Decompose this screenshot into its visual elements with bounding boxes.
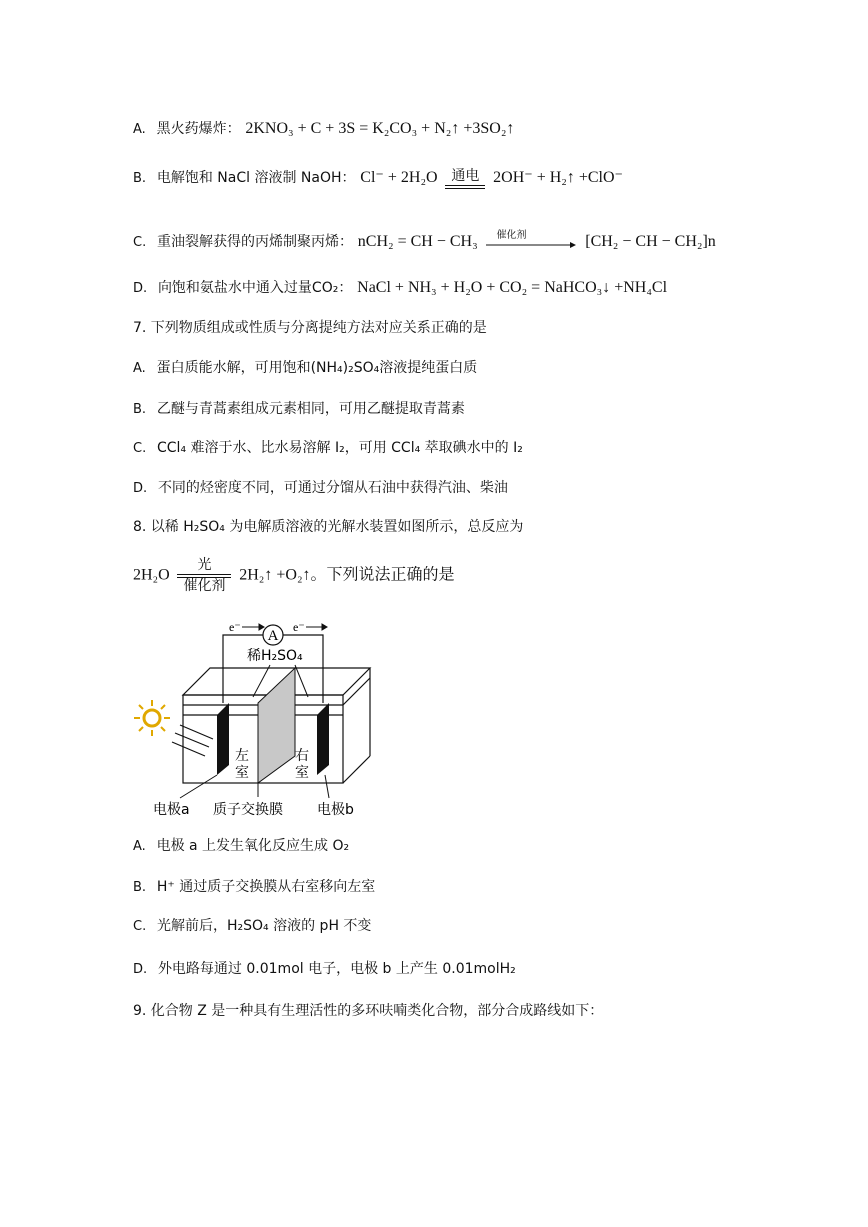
proton-exchange-membrane (258, 668, 295, 783)
q7-option-a (133, 356, 477, 380)
option-text: 电极 a 上发生氧化反应生成 O₂ (156, 838, 350, 854)
equation-lhs: 2H₂O (133, 566, 170, 584)
option-text: 乙醚与青蒿素组成元素相同，可用乙醚提取青蒿素 (156, 401, 465, 417)
q8-option-a (133, 834, 349, 858)
option-text: 重油裂解获得的丙烯制聚丙烯： (157, 234, 353, 250)
option-label: D. (133, 962, 148, 977)
option-text: 不同的烃密度不同，可通过分馏从石油中获得汽油、柴油 (157, 480, 508, 496)
equation: NaCl + NH₃ + H₂O + CO₂ = NaHCO₃↓ +NH₄Cl (357, 279, 668, 296)
q8-option-b (133, 875, 375, 899)
option-label: B. (133, 880, 147, 895)
electron-left-label: e⁻ (229, 620, 241, 634)
option-text: H⁺ 通过质子交换膜从右室移向左室 (156, 879, 376, 895)
option-label: A. (133, 122, 146, 137)
arrow-icon (486, 241, 576, 249)
electrode-a-label: 电极a (153, 802, 190, 818)
equals-line-top (177, 574, 231, 575)
option-text: 光解前后，H₂SO₄ 溶液的 pH 不变 (157, 918, 372, 934)
condition-bottom: 催化剂 (183, 578, 226, 594)
equation-rhs: 2OH⁻ + H₂↑ +ClO⁻ (493, 169, 623, 186)
option-label: A. (133, 361, 146, 376)
option-label: B. (133, 171, 147, 186)
condition-text: 催化剂 (496, 230, 527, 241)
q8-option-c (133, 914, 371, 938)
equals-line-bottom (445, 188, 485, 189)
electron-arrow-right (306, 624, 327, 630)
option-label: D. (133, 481, 148, 496)
equals-line-top (445, 185, 485, 186)
left-room-label-1: 左 (235, 748, 249, 764)
option-b-reaction (133, 166, 623, 190)
reaction-condition (445, 168, 485, 189)
left-room-label-2: 室 (235, 765, 249, 781)
equation-rhs: [CH₂ − CH − CH₂]n (585, 233, 716, 250)
option-a-reaction (133, 117, 514, 141)
equation-rhs: 2H₂↑ +O₂↑。下列说法正确的是 (239, 566, 455, 584)
equation-lhs: Cl⁻ + 2H₂O (360, 169, 438, 186)
membrane-label: 质子交换膜 (213, 802, 283, 818)
option-label: D. (133, 281, 148, 296)
q7-option-d (133, 476, 508, 500)
option-text: 向饱和氨盐水中通入过量CO₂： (157, 280, 353, 296)
option-text: 蛋白质能水解，可用饱和(NH₄)₂SO₄溶液提纯蛋白质 (156, 360, 478, 376)
equation-lhs: nCH₂ = CH − CH₃ (357, 233, 478, 250)
electron-right-label: e⁻ (293, 620, 305, 634)
option-label: B. (133, 402, 147, 417)
equation: 2KNO₃ + C + 3S = K₂CO₃ + N₂↑ +3SO₂↑ (245, 120, 515, 137)
ammeter-label: A (267, 628, 279, 644)
option-label: A. (133, 839, 146, 854)
right-room-label-2: 室 (295, 765, 309, 781)
q7-stem: 7. 下列物质组成或性质与分离提纯方法对应关系正确的是 (133, 320, 487, 336)
photolysis-cell-diagram (125, 615, 375, 825)
q8-stem: 8. 以稀 H₂SO₄ 为电解质溶液的光解水装置如图所示，总反应为 (133, 519, 524, 535)
option-label: C. (133, 441, 147, 456)
light-rays (172, 725, 213, 756)
condition-top: 光 (197, 557, 212, 573)
electrode-b-label: 电极b (317, 802, 354, 818)
option-label: C. (133, 235, 147, 250)
option-text: 外电路每通过 0.01mol 电子，电极 b 上产生 0.01molH₂ (157, 961, 516, 977)
solution-label: 稀H₂SO₄ (247, 648, 303, 664)
sun-icon (134, 700, 170, 736)
condition-text: 通电 (451, 167, 480, 184)
electrode-b (317, 703, 329, 775)
option-text: 电解饱和 NaCl 溶液制 NaOH： (156, 170, 356, 186)
electron-arrow-left (242, 624, 264, 630)
q9-stem: 9. 化合物 Z 是一种具有生理活性的多环呋喃类化合物，部分合成路线如下： (133, 1003, 604, 1019)
q7-option-b (133, 397, 465, 421)
q7-option-c (133, 436, 523, 460)
right-room-label-1: 右 (295, 748, 309, 764)
option-text: 黑火药爆炸： (156, 121, 241, 137)
option-c-reaction (133, 230, 716, 254)
option-label: C. (133, 919, 147, 934)
option-text: CCl₄ 难溶于水、比水易溶解 I₂，可用 CCl₄ 萃取碘水中的 I₂ (157, 440, 523, 456)
option-d-reaction (133, 276, 667, 300)
reaction-condition (177, 557, 231, 594)
electrode-a (217, 703, 229, 775)
q8-option-d (133, 957, 516, 981)
reaction-arrow (486, 231, 576, 253)
q8-total-reaction (133, 557, 455, 594)
